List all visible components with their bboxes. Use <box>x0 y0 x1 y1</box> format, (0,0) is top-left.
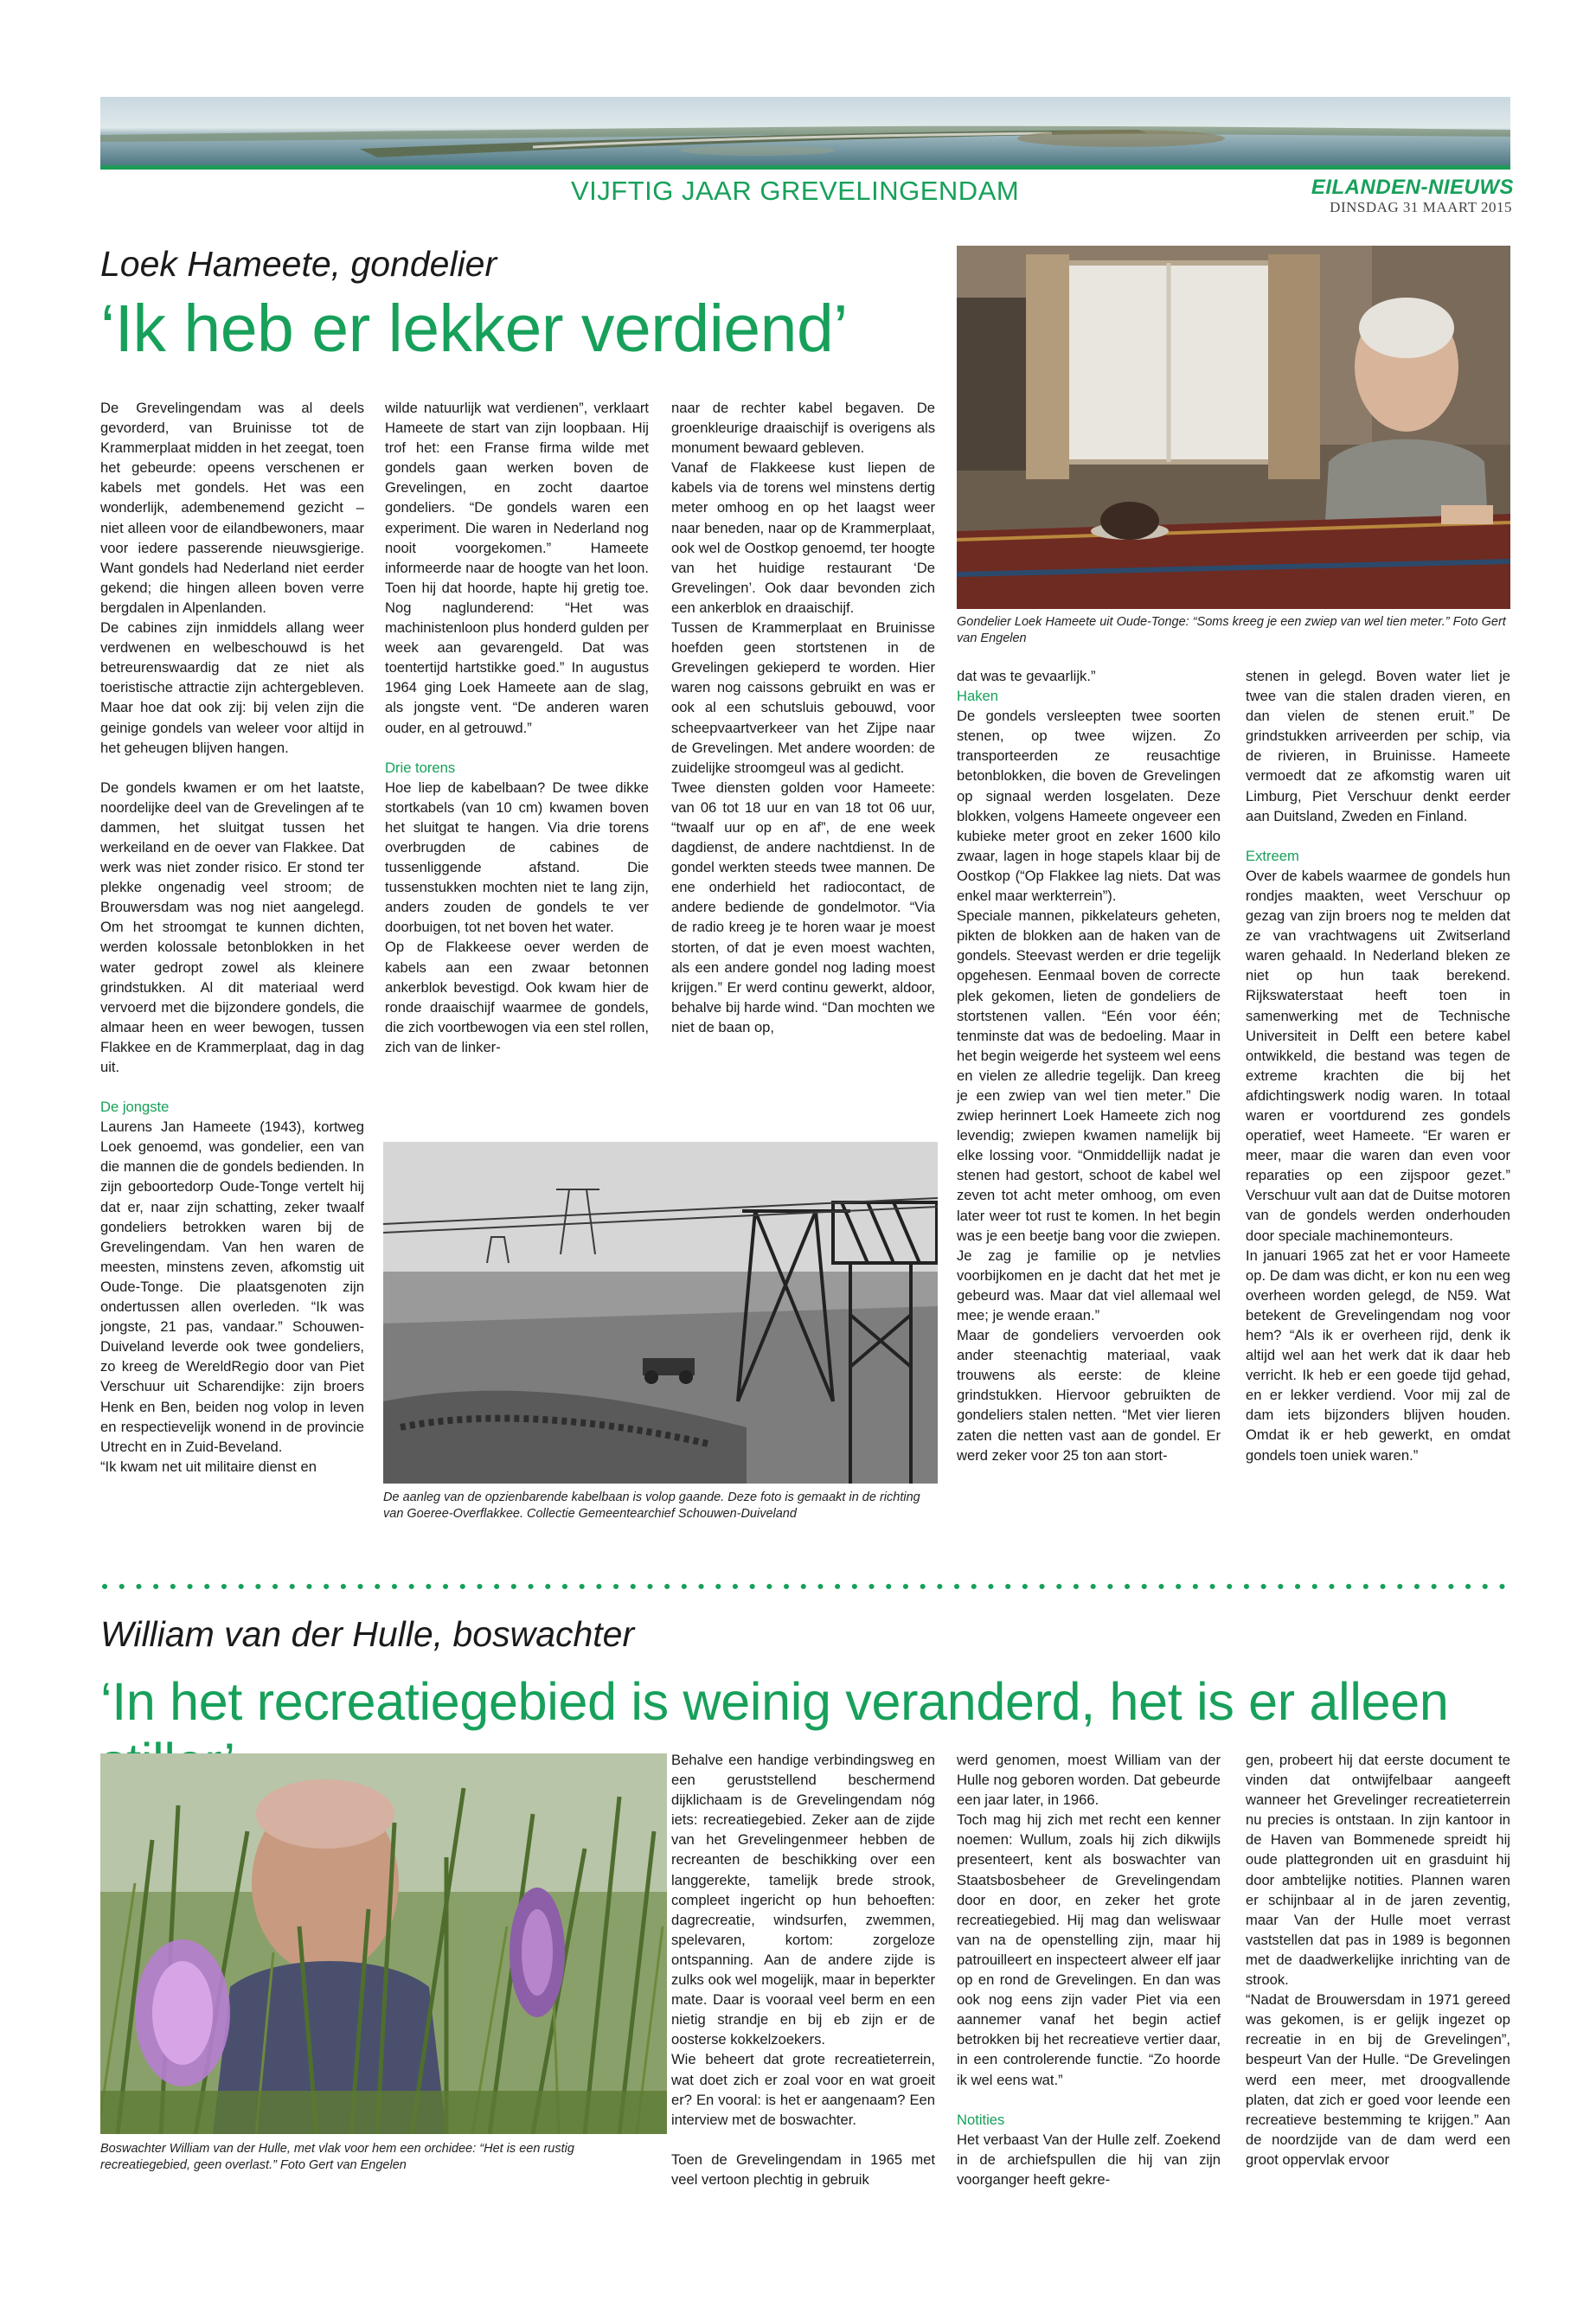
article1-column-3 <box>671 398 935 1037</box>
paragraph: Hoe liep de kabelbaan? De twee dikke stortkabels (van 10 cm) kwamen boven het sluitgat te hangen. Via drie torens overbrugden de cabines de tussenliggende afstand. Die tussenstukken mochten niet te lang zijn, anders zouden de gondels te ver doorbuigen, tot net boven het water. <box>385 779 649 936</box>
portrait-photo-caption: Gondelier Loek Hameete uit Oude-Tonge: “Soms kreeg je een zwiep van wel tien meter.” Foto Gert van Engelen <box>957 615 1506 645</box>
article1-column-2 <box>385 398 649 1057</box>
publication-logo: EILANDEN-NIEUWS <box>1311 176 1514 199</box>
subheading: Haken <box>957 688 998 705</box>
boswachter-photo-caption: Boswachter William van der Hulle, met vlak voor hem een orchidee: “Het is een rustig recreatiegebied, geen overlast.” Foto Gert van Engelen <box>100 2142 574 2172</box>
paragraph: Over de kabels waarmee de gondels hun rondjes maakten, weet Verschuur op gezag van zijn broers nog te melden dat ze van vrachtwagens uit Zwitserland waren gehaald. In Nederland bleken ze niet op hun taak berekend. Rijkswaterstaat heeft toen in samenwerking met de Technische Universiteit in Delft een betere kabel ontwikkeld, die bestand was tegen de extreme krachten die bij het afdichtingswerk nodig waren. In totaal waren er voortdurend zes gondels operatief, weet Hameete. “Er waren er meer, maar die waren dan even voor reparaties op een zijspoor gezet.” Verschuur vult aan dat de Duitse motoren van de gondels werden onderhouden door speciale machinemonteurs. <box>1246 867 1510 1244</box>
subheading: Extreem <box>1246 847 1299 864</box>
paragraph: Toen de Grevelingendam in 1965 met veel vertoon plechtig in gebruik <box>671 2150 935 2188</box>
article2-column-2 <box>957 1750 1221 2189</box>
paragraph: In januari 1965 zat het er voor Hameete op. De dam was dicht, er kon nu een weg overheen worden gelegd, de N59. Wat betekent de Grevelingendam nog voor hem? “Als ik er overheen rijd, denk ik altijd wel aan het werk dat ik daar heb verricht. Ik heb er een goede tijd gehad, en er lekker verdiend. Voor mij zal de dam iets bijzonders blijven houden. Omdat ik er heb gewerkt, en omdat gondels toen uniek waren.” <box>1246 1247 1510 1464</box>
section-title: VIJFTIG JAAR GREVELINGENDAM <box>571 176 1020 206</box>
paragraph: naar de rechter kabel begaven. De groenkleurige draaischijf is overigens als monument bewaard gebleven. <box>671 400 935 457</box>
paragraph: “Ik kwam net uit militaire dienst en <box>100 1458 317 1475</box>
article1-column-5 <box>1246 666 1510 1465</box>
paragraph: werd genomen, moest William van der Hulle nog geboren worden. Dat gebeurde een jaar later, in 1966. <box>957 1752 1221 1809</box>
article1-kicker: Loek Hameete, gondelier <box>100 244 497 284</box>
article1-column-1 <box>100 398 364 1477</box>
paragraph: Wie beheert dat grote recreatieterrein, wat doet zich er zoal voor en wat groeit er? En vooral: is het er aangenaam? Een interview met de boswachter. <box>671 2051 935 2128</box>
article2-kicker: William van der Hulle, boswachter <box>100 1614 635 1654</box>
subheading: De jongste <box>100 1099 170 1116</box>
boswachter-photo <box>100 1753 667 2134</box>
paragraph: De cabines zijn inmiddels allang weer verdwenen en welbeschouwd is het betreurenswaardig dat ze niet als toeristische attractie zijn achtergebleven. Maar hoe dat ook zij: bij velen zijn die geinige gondels van weleer voor altijd in het geheugen blijven hangen. <box>100 619 364 756</box>
paragraph: stenen in gelegd. Boven water liet je twee van die stalen draden vieren, en dan vielen de stenen eruit.” De grindstukken arriveerden per schip, via de rivieren, in Bruinisse. Hameete vermoedt dat ze afkomstig waren uit Limburg, Piet Verschuur denkt eerder aan Duitsland, Zweden en Finland. <box>1246 668 1510 824</box>
portrait-photo-hameete <box>957 246 1510 609</box>
cableway-construction-photo <box>383 1142 938 1484</box>
subheading: Notities <box>957 2111 1005 2128</box>
article2-column-3 <box>1246 1750 1510 2170</box>
dotted-divider <box>100 1580 1510 1588</box>
banner-green-strip <box>100 165 1510 170</box>
paragraph: Twee diensten golden voor Hameete: van 06 tot 18 uur en van 18 tot 06 uur, “twaalf uur op en af”, de ene week dagdienst, de andere nachtdienst. In de gondel werkten steeds twee mannen. De ene onderhield het radiocontact, de andere bediende de gondelmotor. “Via de radio kreeg je te horen waar je moest storten, of dat je even moest wachten, als een andere gondel nog lading moest krijgen.” Er werd continu gewerkt, aldoor, behalve bij harde wind. “Dan mochten we niet de baan op, <box>671 779 935 1035</box>
article1-headline: ‘Ik heb er lekker verdiend’ <box>100 292 848 366</box>
paragraph: Het verbaast Van der Hulle zelf. Zoekend in de archiefspullen die hij van zijn voorganger heeft gekre- <box>957 2131 1221 2188</box>
paragraph: “Nadat de Brouwersdam in 1971 gereed was gekomen, is er gelijk ingezet op recreatie in en bij de Grevelingen”, bespeurt Van der Hulle. “De Grevelingen werd een meer, met droogvallende platen, dat zich er goed voor leende een recreatieve bestemming te krijgen.” Aan de noordzijde van de dam werd een groot oppervlak ervoor <box>1246 1991 1510 2168</box>
paragraph: dat was te gevaarlijk.” <box>957 668 1096 684</box>
publication-date: DINSDAG 31 MAART 2015 <box>1330 199 1512 215</box>
cableway-photo-caption: De aanleg van de opzienbarende kabelbaan is volop gaande. Deze foto is gemaakt in de richting van Goeree-Overflakkee. Collectie Gemeentearchief Schouwen-Duiveland <box>383 1490 920 1521</box>
paragraph: gen, probeert hij dat eerste document te vinden dat ontwijfelbaar aangeeft wanneer het Grevelinger recreatieterrein nu precies is ontstaan. In zijn kantoor in de Haven van Bommenede spreidt hij oude plattegronden uit en grasduint hij door ambtelijke notities. Plannen waren er schijnbaar al in de jaren zeventig, maar Van der Hulle moet verrast vaststellen dat pas in 1989 is begonnen met de daadwerkelijke inrichting van de strook. <box>1246 1752 1510 1989</box>
article2-column-1 <box>671 1750 935 2189</box>
paragraph: wilde natuurlijk wat verdienen”, verklaart Hameete de start van zijn loopbaan. Hij trof het: een Franse firma wilde met gondels gaan werken boven de Grevelingen, en zocht daartoe gondeliers. “De gondels waren een experiment. Die waren in Nederland nog nooit voorgekomen.” Hameete informeerde naar de hoogte van het loon. Toen hij dat hoorde, hapte hij gretig toe. Nog naglunderend: “Het was machinistenloon plus honderd gulden per week aan gevarengeld. Dat was toentertijd hartstikke goed.” In augustus 1964 ging Loek Hameete aan de slag, als jongste vent. “De anderen waren ouder, en al getrouwd.” <box>385 400 649 736</box>
paragraph: Tussen de Krammerplaat en Bruinisse hoefden geen stortstenen in de Grevelingen gekieperd te worden. Hier waren nog caissons gebruikt en was er ook al een schutsluis gebouwd, voor scheepvaartverkeer van het Zijpe naar de Grevelingen. Met andere woorden: de zuidelijke stroomgeul was al gedicht. <box>671 619 935 776</box>
subheading: Drie torens <box>385 759 456 776</box>
paragraph: Behalve een handige verbindingsweg en een geruststellend beschermend dijklichaam is de Grevelingendam nóg iets: recreatiegebied. Zeker aan de zijde van het Grevelingenmeer hebben de recreanten de beschikking over een langgerekte, tamelijk brede strook, compleet ingericht op hun behoeften: dagrecreatie, windsurfen, zwemmen, spelevaren, kortom: zorgeloze ontspanning. Aan de andere zijde is zulks ook wel mogelijk, maar in beperkter mate. Daar is vooraal veel berm en een nietig strandje en bij eb zijn er de oosterse kokkelzoekers. <box>671 1752 935 2048</box>
paragraph: De Grevelingendam was al deels gevorderd, van Bruinisse tot de Krammerplaat midden in het zeegat, toen het gebeurde: opeens verschenen er kabels met gondels. Het was een wonderlijk, adembenemend gezicht – niet alleen voor de eilandbewoners, maar voor iedere passerende nieuwsgierige. Want gondels had Nederland niet eerder gekend; die hingen alleen boven verre bergdalen in Alpenlanden. <box>100 400 364 616</box>
aerial-banner-photo <box>100 97 1510 165</box>
paragraph: Speciale mannen, pikkelateurs geheten, pikten de blokken aan de haken van de gondels. Steevast werden er drie tegelijk opgehesen. Eenmaal boven de correcte plek gekomen, lieten de gondeliers de stortstenen vallen. “Eén voor één; tenminste dat was de bedoeling. Maar in het begin weigerde het systeem wel eens en vielen ze alledrie tegelijk. Dan kreeg je een zwiep van wel tien meter.” Die zwiep herinnert Loek Hameete zich nog levendig; zwiepen kwamen namelijk bij elke lossing voor. “Onmiddellijk nadat je stenen had gestort, schoot de kabel wel zeven tot acht meter omhoog, om even later weer tot rust te komen. In het begin was je een beetje bang voor die zwiepen. Je zag je familie op je netvlies voorbijkomen en je dacht dat het met je gebeurd was. Maar dat viel allemaal wel mee; je wende eraan.” <box>957 907 1221 1324</box>
paragraph: Toch mag hij zich met recht een kenner noemen: Wullum, zoals hij zich dikwijls presenteert, kent als boswachter van Staatsbosbeheer de Grevelingendam door en door, en zeker het grote recreatiegebied. Hij mag dan weliswaar van na de openstelling zijn, maar hij patrouilleert en inspecteert alweer elf jaar op en rond de Grevelingen. En dan was ook nog eens zijn vader Piet via een aannemer vanaf het begin actief betrokken bij het recreatieve vertier daar, in een controlerende functie. “Zo hoorde ik wel eens wat.” <box>957 1811 1221 2088</box>
paragraph: Vanaf de Flakkeese kust liepen de kabels via de torens wel minstens dertig meter omhoog en op het laagst weer naar beneden, naar op de Krammerplaat, ook wel de Oostkop genoemd, ter hoogte van het huidige restaurant ‘De Grevelingen’. Ook daar bevonden zich een ankerblok en draaischijf. <box>671 459 935 616</box>
paragraph: Op de Flakkeese oever werden de kabels aan een zwaar betonnen ankerblok bevestigd. Ook kwam hier de ronde draaischijf waarmee de gondels, die zich voortbewogen via een stel rollen, zich van de linker- <box>385 939 649 1055</box>
article1-column-4 <box>957 666 1221 1465</box>
paragraph: Laurens Jan Hameete (1943), kortweg Loek genoemd, was gondelier, een van die mannen die de gondels bedienden. In zijn geboortedorp Oude-Tonge vertelt hij dat er, naar zijn schatting, zeker twaalf gondeliers betrokken waren bij de Grevelingendam. Van hen waren de meesten, minstens zeven, afkomstig uit Oude-Tonge. Die plaatsgenoten zijn ondertussen allen overleden. “Ik was jongste, 21 pas, vandaar.” Schouwen-Duiveland leverde ook twee gondeliers, zo kreeg de WereldRegio door van Piet Verschuur uit Scharendijke: zijn broers Henk en Ben, beiden nog volop in leven en respectievelijk wonend in de provincie Utrecht en in Zuid-Beveland. <box>100 1118 364 1455</box>
paragraph: De gondels versleepten twee soorten stenen, op twee wijzen. Zo transporteerden ze reusachtige betonblokken, die boven de Grevelingen op signaal werden losgelaten. Deze blokken, volgens Hameete ongeveer een kubieke meter groot en zeker 1600 kilo zwaar, lagen in hoge stapels klaar bij de Oostkop (“Op Flakkee lag niets. Dat was enkel maar werkterrein”). <box>957 708 1221 905</box>
paragraph: Maar de gondeliers vervoerden ook ander steenachtig materiaal, vaak trouwens als eerste: de kleine grindstukken. Hiervoor gebruikten de gondeliers stalen netten. “Met vier lieren zaten die netten vast aan de gondel. Er werd zeker voor 25 ton aan stort- <box>957 1327 1221 1464</box>
paragraph: De gondels kwamen er om het laatste, noordelijke deel van de Grevelingen af te dammen, het sluitgat tussen het werkeiland en de oever van Flakkee. Dat werk was niet zonder risico. Er stond ter plekke ongenadig veel stroom; de Brouwersdam was nog niet aangelegd. Om het stroomgat te kunnen dichten, werden kolossale betonblokken in het water gedropt zowel als kleinere grindstukken. Al dit materiaal werd vervoerd met die bijzondere gondels, die almaar heen en weer bewogen, tussen Flakkee en de Krammerplaat, dag in dag uit. <box>100 779 364 1075</box>
article2-headline: ‘In het recreatiegebied is weinig veranderd, het is er alleen <box>100 1672 1449 1731</box>
